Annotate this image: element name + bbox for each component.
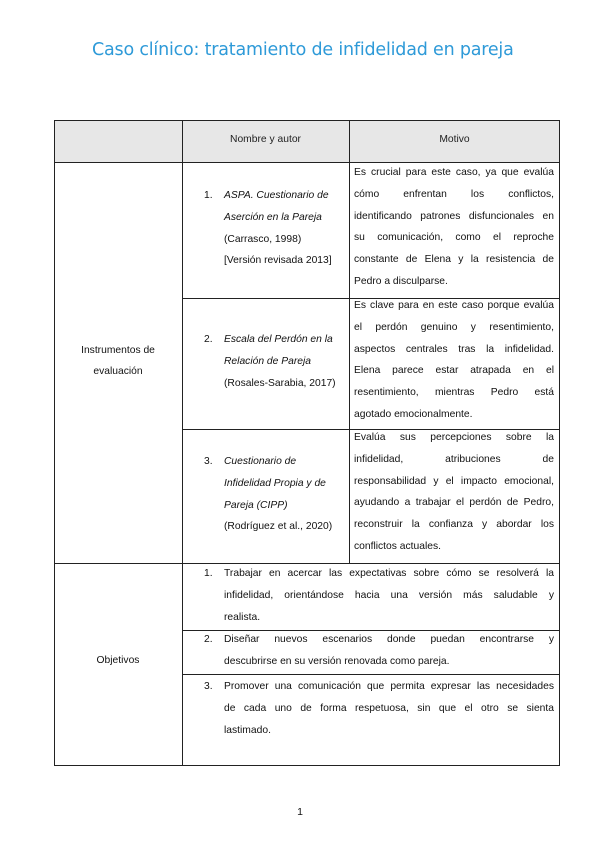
objective-row-2-border [182,674,560,675]
instrument-number: 1. [204,190,213,201]
motivo-line: infidelidad, atribuciones de [354,453,554,465]
motivo-line: Es crucial para este caso, ya que evalúa [354,167,554,178]
motivo-line: cómo enfrentan los conflictos, [354,188,554,200]
objective-line: Promover una comunicación que permita expresar las necesidades [224,681,554,692]
instrument-2-motivo [354,295,554,426]
instrument-number: 2. [204,334,213,345]
header-motivo: Motivo [439,134,470,145]
instrument-author-line: [Versión revisada 2013] [224,255,332,267]
instruments-table [54,120,560,766]
instrument-name-line: Infidelidad Propia y de [224,477,326,489]
motivo-line: Pedro a disculparse. [354,275,448,287]
instrument-author-line: (Rodríguez et al., 2020) [224,521,333,533]
motivo-line: el perdón genuino y resentimiento, [354,321,554,333]
motivo-line: su comunicación, como el reproche [354,232,554,244]
instrument-name-line: Aserción en la Pareja [224,211,322,223]
instrument-number: 3. [204,456,213,467]
motivo-line: ayudando a trabajar el perdón de Pedro, [354,497,554,509]
objective-number: 2. [204,634,213,645]
header-nombre-autor: Nombre y autor [230,134,301,145]
objective-line: Trabajar en acercar las expectativas sobre cómo se resolverá la [224,568,554,579]
section-label-objetivos: Objetivos [96,655,140,666]
section-label-line: Instrumentos de [81,345,155,356]
motivo-line: agotado emocionalmente. [354,408,473,420]
table-border-top [54,120,560,121]
page-number: 1 [297,806,303,818]
motivo-line: resentimiento, mientras Pedro está [354,387,554,399]
objective-line: realista. [224,611,261,623]
objective-line: infidelidad, orientándose hacia una versión más saludable y [224,589,554,601]
table-border-bottom [54,765,560,766]
column-1-border [182,120,183,766]
instrument-author-line: (Rosales-Sarabia, 2017) [224,377,336,389]
objective-number: 1. [204,568,213,579]
section-label-line: evaluación [93,366,143,377]
motivo-line: aspectos centrales tras la infidelidad. [354,343,554,355]
table-border-right [559,120,560,766]
instrument-name-line: Escala del Perdón en la [224,334,333,345]
instrument-1-motivo [354,162,554,293]
objective-number: 3. [204,681,213,692]
motivo-line: Evalúa sus percepciones sobre la [354,432,554,443]
motivo-line: reconstruir la confianza y abordar los [354,519,554,531]
column-2-border [349,120,350,563]
motivo-line: constante de Elena y la resistencia de [354,254,554,266]
document-title: Caso clínico: tratamiento de infidelidad en pareja [92,40,514,60]
instrument-name-line: Pareja (CIPP) [224,499,288,511]
objective-line: Diseñar nuevos escenarios donde puedan encontrarse y [224,634,554,645]
motivo-line: Es clave para en este caso porque evalúa [354,300,554,311]
objective-line: descubrirse en su versión renovada como pareja. [224,655,450,667]
instrument-name-line: Relación de Pareja [224,355,312,367]
objective-line: lastimado. [224,724,271,736]
motivo-line: conflictos actuales. [354,540,441,552]
instrument-author-line: (Carrasco, 1998) [224,233,302,245]
objective-line: de cada uno de forma respetuosa, sin que el otro se sienta [224,702,554,714]
motivo-line: responsabilidad y el impacto emocional, [354,475,554,487]
instrument-name-line: ASPA. Cuestionario de [224,190,329,201]
instrument-name-line: Cuestionario de [224,456,297,467]
motivo-line: identificando patrones disfuncionales en [354,210,554,222]
motivo-line: Elena parece estar atrapada en el [354,365,554,377]
section-label-instrumentos [54,340,182,382]
instrument-3-motivo [354,427,554,558]
